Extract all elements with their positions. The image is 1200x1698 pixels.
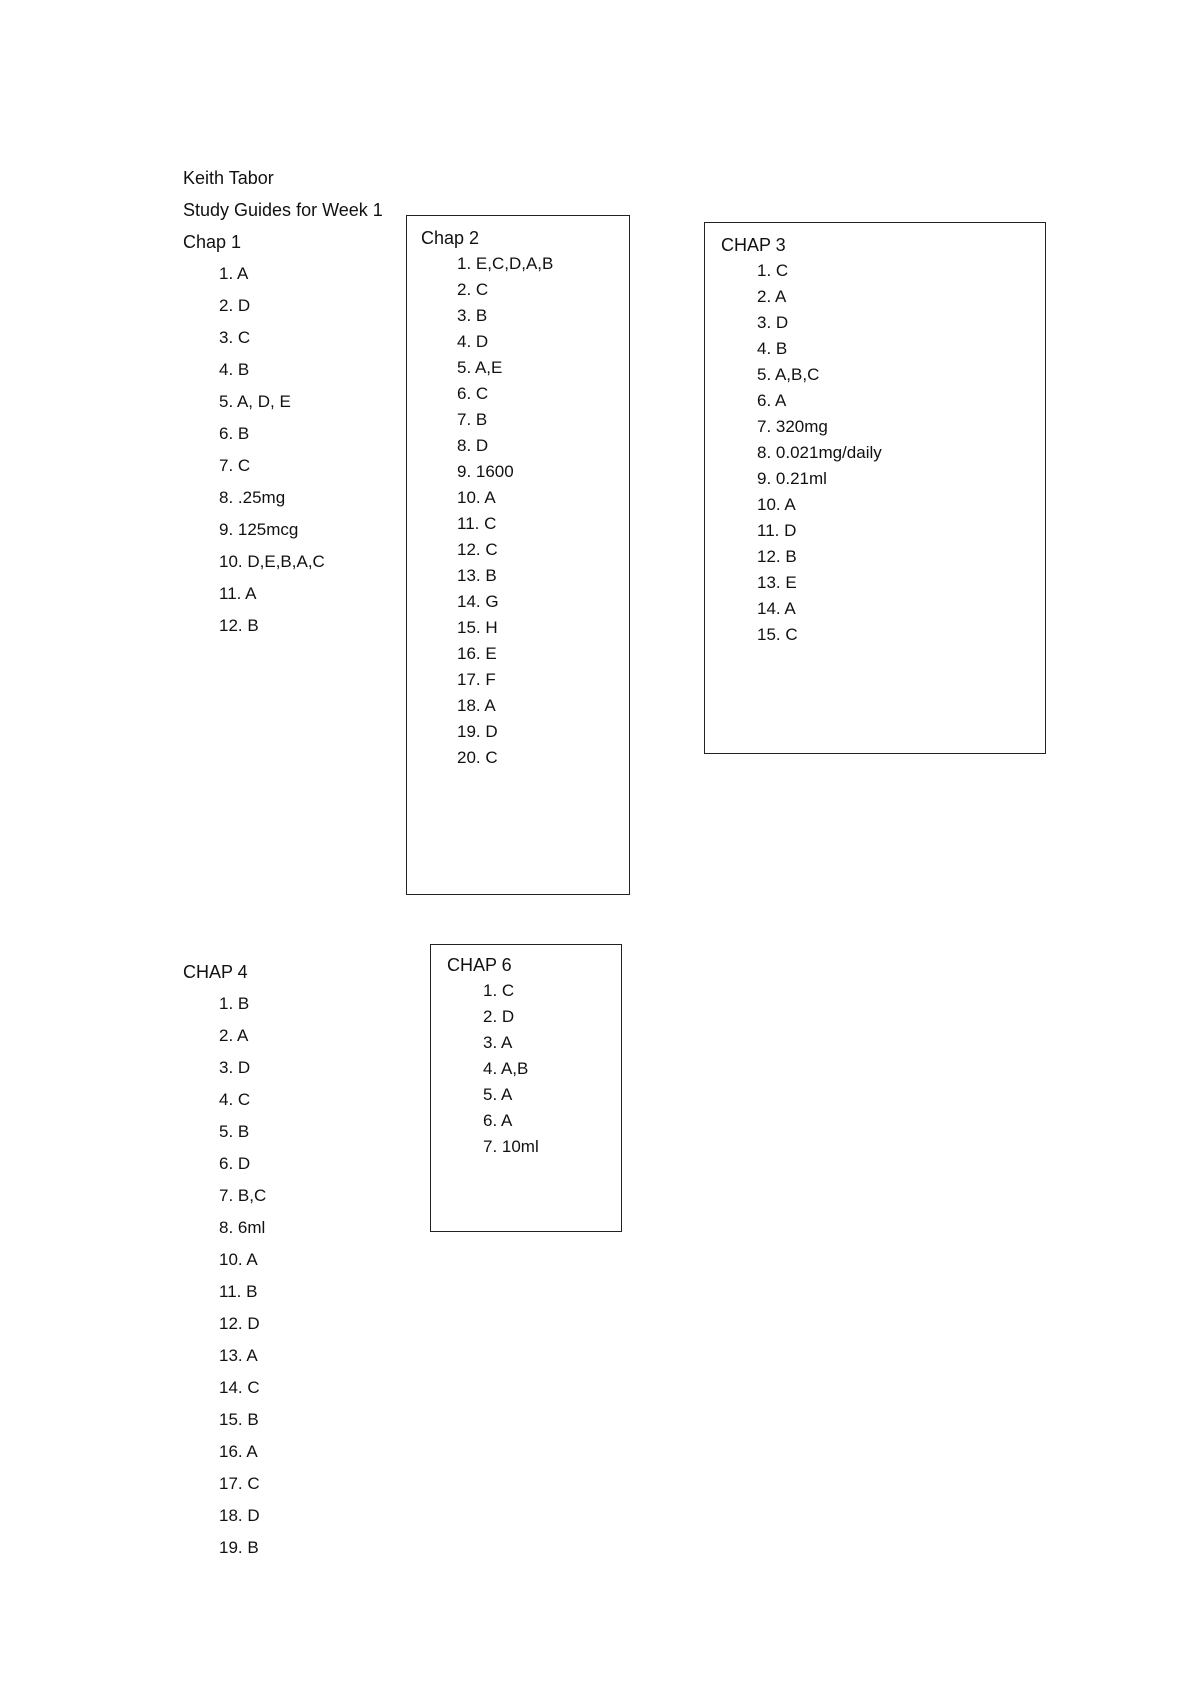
chap3-answer-list (757, 261, 882, 651)
list-item: 5. A (483, 1085, 513, 1104)
list-item: 7. 10ml (483, 1137, 539, 1156)
chap4-title: CHAP 4 (183, 962, 248, 982)
list-item: 8. D (457, 436, 489, 455)
list-item: 5. A,E (457, 358, 503, 377)
list-item: 1. B (219, 994, 250, 1013)
list-item: 7. 320mg (757, 417, 828, 436)
list-item: 19. B (219, 1538, 259, 1557)
list-item: 8. 6ml (219, 1218, 266, 1237)
list-item: 2. A (219, 1026, 249, 1045)
list-item: 11. B (219, 1282, 258, 1301)
list-item: 1. A (219, 264, 249, 283)
list-item: 15. C (757, 625, 798, 644)
list-item: 3. D (757, 313, 789, 332)
list-item: 10. A (757, 495, 796, 514)
list-item: 4. C (219, 1090, 251, 1109)
list-item: 8. 0.021mg/daily (757, 443, 882, 462)
list-item: 5. B (219, 1122, 250, 1141)
chap3-title: CHAP 3 (721, 235, 786, 255)
list-item: 5. A, D, E (219, 392, 291, 411)
list-item: 17. C (219, 1474, 260, 1493)
list-item: 12. C (457, 540, 498, 559)
author-name: Keith Tabor (183, 168, 274, 188)
list-item: 11. A (219, 584, 257, 603)
chap2-box (406, 215, 630, 895)
list-item: 16. A (219, 1442, 258, 1461)
list-item: 6. A (757, 391, 787, 410)
list-item: 3. A (483, 1033, 513, 1052)
list-item: 13. A (219, 1346, 258, 1365)
list-item: 18. D (219, 1506, 260, 1525)
list-item: 10. A (219, 1250, 258, 1269)
list-item: 14. G (457, 592, 499, 611)
list-item: 4. B (219, 360, 250, 379)
list-item: 9. 0.21ml (757, 469, 827, 488)
list-item: 13. E (757, 573, 797, 592)
list-item: 13. B (457, 566, 497, 585)
list-item: 11. C (457, 514, 497, 533)
list-item: 6. B (219, 424, 250, 443)
list-item: 9. 1600 (457, 462, 514, 481)
chap4-answer-list (219, 994, 266, 1570)
chap2-answer-list (457, 254, 553, 774)
chap6-title: CHAP 6 (447, 955, 512, 975)
list-item: 6. D (219, 1154, 251, 1173)
list-item: 2. C (457, 280, 489, 299)
list-item: 12. B (219, 616, 259, 635)
list-item: 12. D (219, 1314, 260, 1333)
list-item: 14. A (757, 599, 796, 618)
list-item: 14. C (219, 1378, 260, 1397)
chap6-box (430, 944, 622, 1232)
list-item: 3. D (219, 1058, 251, 1077)
list-item: 19. D (457, 722, 498, 741)
list-item: 17. F (457, 670, 496, 689)
list-item: 3. C (219, 328, 251, 347)
list-item: 2. D (483, 1007, 515, 1026)
list-item: 7. B (457, 410, 488, 429)
list-item: 8. .25mg (219, 488, 286, 507)
list-item: 11. D (757, 521, 797, 540)
list-item: 10. A (457, 488, 496, 507)
chap2-title: Chap 2 (421, 228, 480, 248)
document-subtitle: Study Guides for Week 1 (183, 200, 383, 220)
list-item: 6. C (457, 384, 489, 403)
list-item: 10. D,E,B,A,C (219, 552, 325, 571)
list-item: 18. A (457, 696, 496, 715)
list-item: 16. E (457, 644, 497, 663)
list-item: 5. A,B,C (757, 365, 820, 384)
list-item: 15. H (457, 618, 498, 637)
list-item: 4. A,B (483, 1059, 529, 1078)
list-item: 3. B (457, 306, 488, 325)
chap3-box (704, 222, 1046, 754)
list-item: 7. C (219, 456, 251, 475)
list-item: 2. A (757, 287, 787, 306)
list-item: 4. B (757, 339, 788, 358)
list-item: 20. C (457, 748, 498, 767)
list-item: 1. C (757, 261, 789, 280)
list-item: 4. D (457, 332, 489, 351)
list-item: 2. D (219, 296, 251, 315)
list-item: 1. C (483, 981, 515, 1000)
list-item: 6. A (483, 1111, 513, 1130)
chap1-answer-list (219, 264, 325, 648)
list-item: 1. E,C,D,A,B (457, 254, 554, 273)
list-item: 12. B (757, 547, 797, 566)
chap6-answer-list (483, 981, 539, 1163)
chap1-title: Chap 1 (183, 232, 242, 252)
list-item: 9. 125mcg (219, 520, 299, 539)
list-item: 15. B (219, 1410, 259, 1429)
list-item: 7. B,C (219, 1186, 267, 1205)
